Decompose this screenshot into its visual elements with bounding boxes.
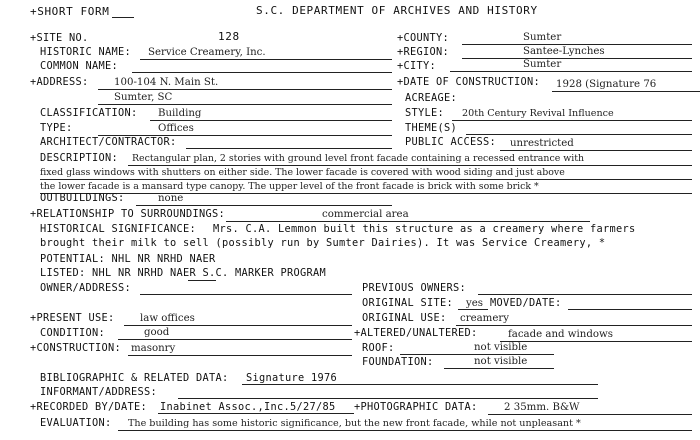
- historical-significance-line-1: Mrs. C.A. Lemmon built this structure as a creamery where farmers: [213, 223, 636, 235]
- bibliographic-line: [242, 384, 598, 385]
- classification-line: [150, 120, 392, 121]
- address-line: [98, 89, 392, 90]
- roof-value: not visible: [474, 342, 528, 353]
- moved-date-label: MOVED/DATE:: [490, 297, 562, 309]
- address-line-2: [98, 104, 392, 105]
- outbuildings-label: OUTBUILDINGS:: [40, 192, 125, 204]
- informant-line: [178, 398, 598, 399]
- type-label: TYPE:: [40, 122, 73, 134]
- bibliographic-label: BIBLIOGRAPHIC & RELATED DATA:: [40, 372, 229, 384]
- recorded-by-label: +RECORDED BY/DATE:: [30, 401, 147, 413]
- owner-address-line: [140, 294, 352, 295]
- address-value-line2: Sumter, SC: [114, 92, 173, 103]
- historical-significance-line-2: brought their milk to sell (possibly run by Sumter Dairies). It was Service Creamery, *: [40, 237, 606, 249]
- classification-value: Building: [158, 108, 202, 119]
- altered-line: [500, 341, 692, 342]
- region-value: Santee-Lynches: [523, 46, 605, 57]
- original-site-label: ORIGINAL SITE:: [362, 297, 453, 309]
- region-line: [462, 58, 692, 59]
- description-line-1: Rectangular plan, 2 stories with ground level front facade containing a recessed entrance with: [132, 153, 585, 164]
- date-construction-value: 1928 (Signature 76: [556, 79, 657, 90]
- historical-significance-label: HISTORICAL SIGNIFICANCE:: [40, 223, 196, 235]
- original-site-line: [458, 309, 488, 310]
- date-construction-label: +DATE OF CONSTRUCTION:: [397, 76, 540, 88]
- description-underline-3: [40, 193, 692, 194]
- previous-owners-line: [478, 294, 692, 295]
- relationship-value: commercial area: [322, 209, 409, 220]
- department-title: S.C. DEPARTMENT OF ARCHIVES AND HISTORY: [256, 4, 538, 17]
- condition-label: CONDITION:: [40, 327, 105, 339]
- short-form-line: [112, 17, 134, 18]
- construction-line: [128, 355, 352, 356]
- historic-name-label: HISTORIC NAME:: [40, 46, 131, 58]
- bibliographic-value: Signature 1976: [246, 372, 337, 384]
- site-no-label: +SITE NO.: [30, 32, 89, 44]
- historic-name-value: Service Creamery, Inc.: [148, 47, 266, 58]
- public-access-label: PUBLIC ACCESS:: [405, 136, 496, 148]
- foundation-label: FOUNDATION:: [362, 356, 434, 368]
- outbuildings-line: [136, 205, 392, 206]
- city-value: Sumter: [523, 59, 562, 70]
- informant-label: INFORMANT/ADDRESS:: [40, 386, 157, 398]
- historic-name-line: [140, 59, 392, 60]
- potential-label: POTENTIAL: NHL NR NRHD NAER: [40, 253, 216, 265]
- short-form-label: +SHORT FORM: [30, 5, 110, 18]
- description-label: DESCRIPTION:: [40, 152, 118, 164]
- region-label: +REGION:: [397, 46, 449, 58]
- relationship-label: +RELATIONSHIP TO SURROUNDINGS:: [30, 208, 225, 220]
- style-value: 20th Century Revival Influence: [462, 108, 614, 119]
- construction-value: masonry: [131, 343, 176, 354]
- county-value: Sumter: [523, 32, 562, 43]
- evaluation-line: [118, 430, 692, 431]
- listed-label: LISTED: NHL NR NRHD NAER S.C. MARKER PROGRAM: [40, 267, 326, 279]
- previous-owners-label: PREVIOUS OWNERS:: [362, 282, 466, 294]
- county-label: +COUNTY:: [397, 32, 449, 44]
- condition-line: [118, 339, 352, 340]
- evaluation-label: EVALUATION:: [40, 417, 112, 429]
- original-site-value: yes: [466, 298, 484, 309]
- construction-label: +CONSTRUCTION:: [30, 342, 121, 354]
- present-use-label: +PRESENT USE:: [30, 312, 115, 324]
- theme-line: [466, 134, 692, 135]
- public-access-line: [500, 150, 692, 151]
- recorded-by-value: Inabinet Assoc.,Inc.5/27/85: [160, 401, 336, 413]
- acreage-label: ACREAGE:: [405, 92, 457, 104]
- photographic-data-line: [488, 414, 692, 415]
- architect-label: ARCHITECT/CONTRACTOR:: [40, 136, 177, 148]
- common-name-line: [132, 72, 392, 73]
- date-construction-line: [552, 91, 700, 92]
- altered-value: facade and windows: [508, 329, 613, 340]
- city-line: [450, 71, 692, 72]
- address-value-line1: 100-104 N. Main St.: [114, 77, 219, 88]
- condition-value: good: [144, 327, 170, 338]
- type-value: Offices: [158, 123, 194, 134]
- public-access-value: unrestricted: [510, 138, 574, 149]
- style-label: STYLE:: [405, 107, 444, 119]
- common-name-label: COMMON NAME:: [40, 60, 118, 72]
- site-no-value: 128: [218, 30, 240, 43]
- present-use-value: law offices: [140, 313, 195, 324]
- style-line: [452, 120, 692, 121]
- architect-line: [186, 148, 392, 149]
- outbuildings-value: none: [158, 193, 184, 204]
- listed-nrhd-mark: [188, 280, 216, 281]
- theme-label: THEME(S): [405, 122, 457, 134]
- photographic-data-label: +PHOTOGRAPHIC DATA:: [354, 401, 478, 413]
- original-use-value: creamery: [460, 313, 509, 324]
- recorded-by-line: [158, 413, 354, 414]
- photographic-data-value: 2 35mm. B&W: [504, 402, 580, 413]
- altered-label: +ALTERED/UNALTERED:: [354, 327, 478, 339]
- moved-date-line: [568, 309, 692, 310]
- foundation-line: [444, 368, 554, 369]
- original-use-label: ORIGINAL USE:: [362, 312, 447, 324]
- description-line-3: the lower facade is a mansard type canopy. The upper level of the front facade is brick with some brick *: [40, 181, 539, 192]
- owner-address-label: OWNER/ADDRESS:: [40, 282, 131, 294]
- address-label: +ADDRESS:: [30, 76, 89, 88]
- city-label: +CITY:: [397, 60, 436, 72]
- original-use-line: [456, 325, 692, 326]
- roof-label: ROOF:: [362, 342, 395, 354]
- evaluation-value: The building has some historic significance, but the new front facade, while not unpleasant *: [128, 418, 581, 429]
- foundation-value: not visible: [474, 356, 528, 367]
- classification-label: CLASSIFICATION:: [40, 107, 138, 119]
- description-line-2: fixed glass windows with shutters on either side. The lower facade is covered with wood siding and just above: [40, 167, 565, 178]
